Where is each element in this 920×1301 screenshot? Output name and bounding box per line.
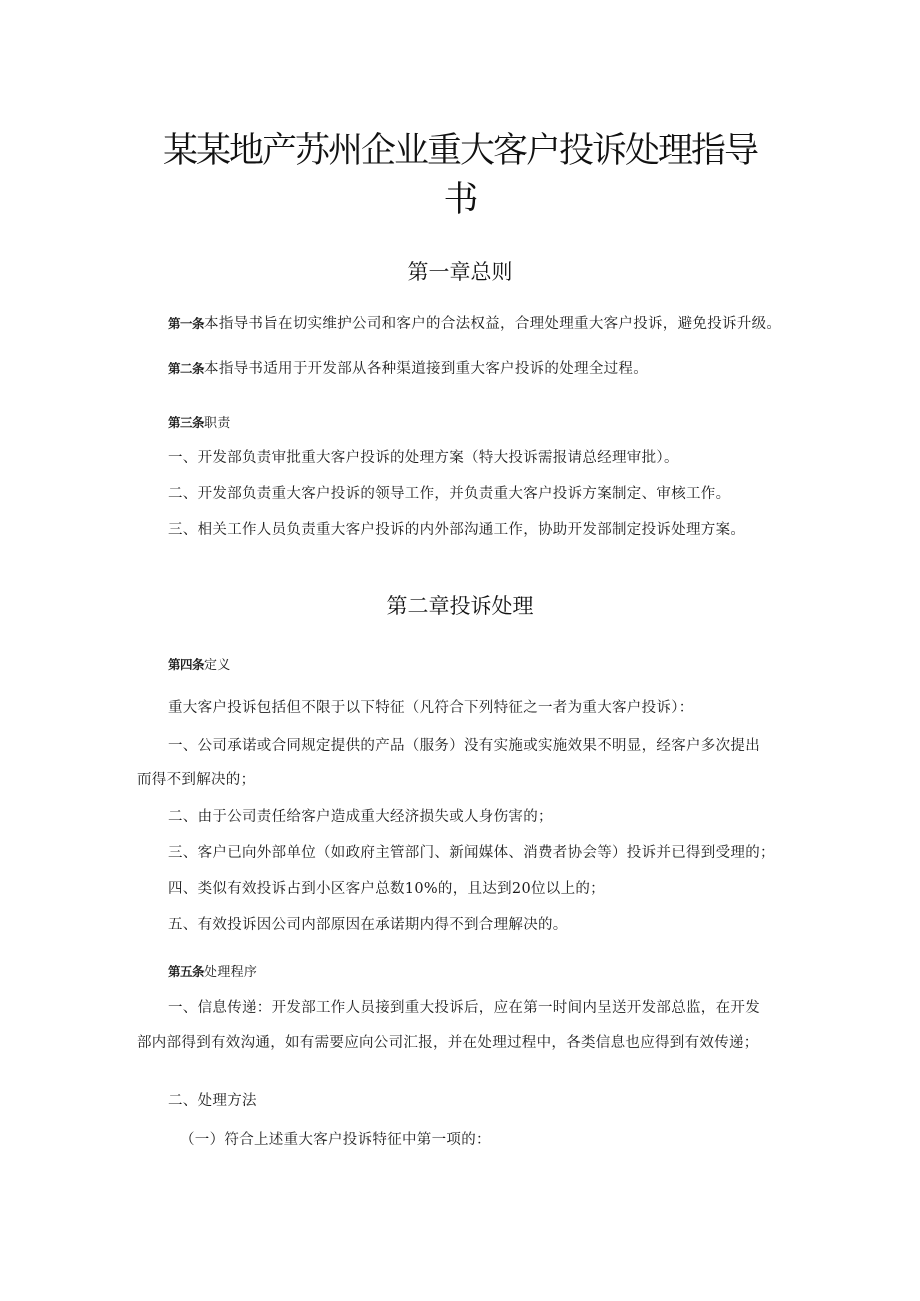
article2-number: 第二条 [168, 361, 205, 376]
article4-item-3: 三、客户已向外部单位（如政府主管部门、新闻媒体、消费者协会等）投诉并已得到受理的； [168, 845, 775, 861]
article1-text: 本指导书旨在切实维护公司和客户的合法权益，合理处理重大客户投诉，避免投诉升级。 [204, 316, 782, 332]
article3-item-2: 二、开发部负责重大客户投诉的领导工作，并负责重大客户投诉方案制定、审核工作。 [168, 486, 731, 502]
article5-item-2-sub-1: （一）符合上述重大客户投诉特征中第一项的： [180, 1132, 491, 1148]
article4-intro: 重大客户投诉包括但不限于以下特征（凡符合下列特征之一者为重大客户投诉）： [168, 700, 694, 716]
article4-heading [168, 654, 231, 673]
article4-number: 第四条 [168, 657, 205, 672]
article3-number: 第三条 [168, 415, 205, 430]
document-title-line2: 书 [443, 180, 477, 220]
article4-item-4: 四、类似有效投诉占到小区客户总数10%的，且达到20位以上的； [168, 881, 605, 897]
article3-heading [168, 412, 231, 431]
article4-item-1-line2: 而得不到解决的； [137, 772, 256, 788]
article5-label: 处理程序 [204, 965, 258, 980]
chapter2-heading: 第二章投诉处理 [386, 594, 534, 618]
article5-item-1-line1: 一、信息传递：开发部工作人员接到重大投诉后，应在第一时间内呈送开发部总监，在开发 [168, 1000, 760, 1016]
article2 [168, 357, 648, 378]
article5-number: 第五条 [168, 964, 205, 979]
chapter1-heading: 第一章总则 [407, 260, 513, 284]
article4-item-2: 二、由于公司责任给客户造成重大经济损失或人身伤害的； [168, 809, 553, 825]
article4-label: 定义 [204, 658, 231, 673]
article5-heading [168, 961, 257, 980]
article3-item-1: 一、开发部负责审批重大客户投诉的处理方案（特大投诉需报请总经理审批）。 [168, 450, 679, 466]
article4-item-5: 五、有效投诉因公司内部原因在承诺期内得不到合理解决的。 [168, 917, 568, 933]
article1 [168, 312, 781, 333]
article5-item-1-line2: 部内部得到有效沟通，如有需要应向公司汇报，并在处理过程中，各类信息也应得到有效传递； [137, 1035, 759, 1051]
article2-text: 本指导书适用于开发部从各种渠道接到重大客户投诉的处理全过程。 [204, 361, 649, 377]
article1-number: 第一条 [168, 316, 205, 331]
article4-item-1-line1: 一、公司承诺或合同规定提供的产品（服务）没有实施或实施效果不明显，经客户多次提出 [168, 738, 760, 754]
article5-item-2: 二、处理方法 [168, 1093, 257, 1109]
article3-label: 职责 [204, 416, 231, 431]
article3-item-3: 三、相关工作人员负责重大客户投诉的内外部沟通工作，协助开发部制定投诉处理方案。 [168, 522, 746, 538]
document-title-line1: 某某地产苏州企业重大客户投诉处理指导 [162, 131, 757, 171]
